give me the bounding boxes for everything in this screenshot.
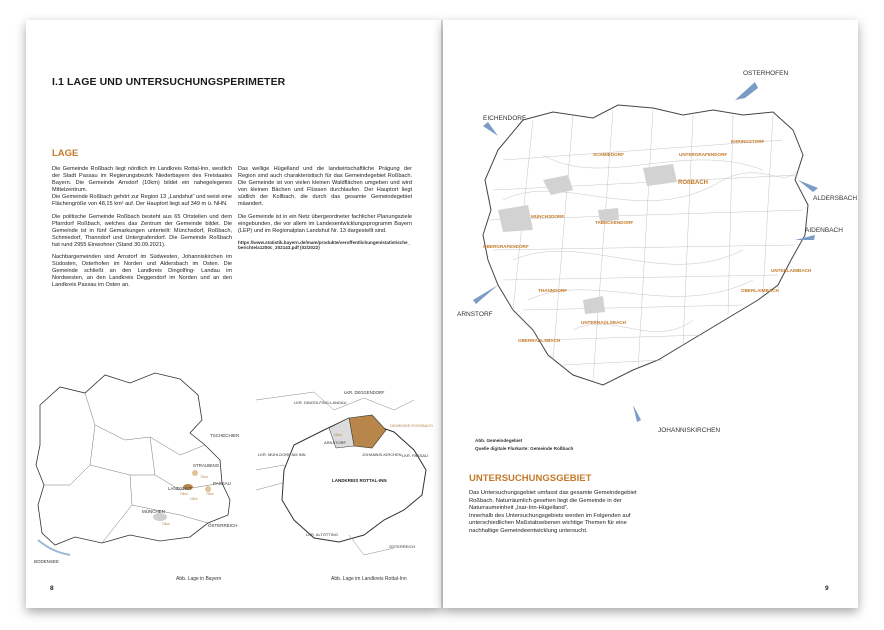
district-label: OBERRADLSBACH bbox=[518, 338, 561, 343]
map-caption-title: Abb. Gemeindegebiet bbox=[475, 438, 523, 443]
rottal-inn-map bbox=[254, 370, 439, 570]
map-label: MÜNCHEN bbox=[142, 509, 165, 514]
neighbor-label: OSTERHOFEN bbox=[743, 70, 789, 77]
map-label: GEMEINDE ROSSBACH bbox=[390, 424, 433, 428]
paragraph: Die politische Gemeinde Roßbach besteht aus 65 Ortsteilen und dem Pfarrdorf Roßbach, welches das Zentrum der Gemeinde bildet. Die Gemeinde ist in fünf Gemarkungen unterteilt: Münchsdorf, Roßbach, Schmiedorf, Thanndorf und Untergrafendorf. Die Gemeinde Roßbach hat rund 2955 Einwohner (Stand 30.09.2021). bbox=[52, 213, 232, 248]
map-label: ÖSTERREICH bbox=[208, 523, 238, 528]
neighbor-label: ALDERSBACH bbox=[813, 195, 858, 202]
map-label: LKR. ALTÖTTING bbox=[306, 532, 338, 537]
map-label: LKR. DINGOLFING-LANDAU bbox=[294, 400, 347, 405]
map-label: STRAUBING bbox=[193, 463, 220, 468]
caption-bavaria: Abb. Lage in Bayern bbox=[176, 576, 222, 582]
district-label: TABECKENDORF bbox=[595, 220, 634, 225]
distance-label: 13km bbox=[162, 522, 170, 526]
paragraph: Die Gemeinde ist in ein Netz übergeordneter fachlicher Planungsziele eingebunden, die vor allem im Landesentwicklungsprogramm Bayern (LEP) und im Regionalplan Landshut Nr. 13 dargestellt sind. bbox=[238, 213, 412, 234]
map-label: ARNSTORF bbox=[324, 440, 346, 445]
district-label: UNTERGRAFENDORF bbox=[679, 152, 728, 157]
distance-label: 23km bbox=[180, 492, 188, 496]
map-label: ÖSTERREICH bbox=[389, 544, 416, 549]
map-label: TSCHECHIEN bbox=[210, 433, 240, 438]
municipality-map bbox=[443, 60, 858, 450]
district-label: THANNDORF bbox=[538, 288, 568, 293]
source-link: https://www.statistik.bayern.de/mam/produkte/veroffentlichungen/statistische_berichte/a1200c_202143.pdf (02/2022) bbox=[238, 239, 411, 251]
map-label: LKR. PASSAU bbox=[402, 453, 428, 458]
distance-label: 71km bbox=[200, 475, 208, 479]
map-label: PASSAU bbox=[213, 481, 231, 486]
page-number: 8 bbox=[50, 585, 54, 592]
district-label: SCHMIEDORF bbox=[593, 152, 624, 157]
district-label: MÜNCHSDORF bbox=[531, 214, 565, 219]
district-label: ROßBACH bbox=[678, 180, 708, 186]
neighbor-label: AIDENBACH bbox=[805, 227, 843, 234]
map-label: LANDSHUT bbox=[168, 486, 193, 491]
text-column-2 bbox=[238, 166, 412, 251]
distance-label: 10km bbox=[334, 433, 342, 437]
district-label: UNTERRADLSBACH bbox=[581, 320, 626, 325]
caption-rottal-inn: Abb. Lage im Landkreis Rottal-Inn bbox=[331, 576, 407, 582]
right-page bbox=[443, 20, 858, 608]
map-label: LKR. DEGGENDORF bbox=[344, 390, 385, 395]
map-caption-source: Quelle digitale Flurkarte: Gemeinde Roßbach bbox=[475, 446, 574, 451]
bavaria-map bbox=[30, 365, 255, 570]
page-number: 9 bbox=[825, 585, 829, 592]
paragraph: Nachbargemeinden sind Arnstorf im Südwesten, Johanniskirchen im Südosten, Osterhofen im Norden und Aldersbach im Osten. Die Gemeinde schließt an den Landkreis Dingolfing- Landau im Nordwesten, an den Landkreis Deggendorf im Norden und an den Landkreis Passau im Osten an. bbox=[52, 254, 232, 289]
paragraph: Die Gemeinde Roßbach liegt nördlich im Landkreis Rottal-Inn, westlich der Stadt Passau im Regierungsbezirk Niederbayern des Freistaates Bayern. Die Gemeinde Arnstorf (10km) bildet ein nahegelegenes Mittelzentrum. Die Gemeinde Roßbach gehört zur Region 13 „Landshut“ und weist eine Flächengröße von 48,15 km² auf. Der Hauptort liegt auf 349 m ü. NHN. bbox=[52, 166, 232, 208]
untersuchungsgebiet-text bbox=[469, 490, 649, 536]
neighbor-label: EICHENDORF bbox=[483, 115, 526, 122]
paragraph: Das Untersuchungsgebiet umfasst das gesamte Gemeindegebiet Roßbach. Naturräumlich gesehen liegt die Gemeinde in der Naturraumeinheit „Isar-Inn-Hügelland“. Innerhalb des Untersuchungsgebiets werden im Folgenden auf unterschiedlichen Maßstabsebenen wichtige Themen für eine nachhaltige Gemeindeentwicklung untersucht. bbox=[469, 490, 637, 534]
left-page bbox=[26, 20, 441, 608]
section-heading-untersuchungsgebiet: UNTERSUCHUNGSGEBIET bbox=[469, 473, 592, 484]
map-label: LANDKREIS ROTTAL-INN bbox=[332, 478, 387, 483]
text-column-1 bbox=[52, 166, 232, 295]
distance-label: 10km bbox=[190, 497, 198, 501]
neighbor-label: JOHANNISKIRCHEN bbox=[658, 427, 721, 434]
paragraph: Das wellige Hügelland und die landwirtschaftliche Prägung der Region sind auch charakteristisch für das Gemeindegebiet Roßbach. Die Gemeinde ist von vielen kleinen Waldflächen umgeben und wird von kleinen Bächen und Flüssen durchlaufen. Der Hauptort liegt südlich der Kollbach, die durch das gesamte Gemeindegebiet mäandert. bbox=[238, 166, 412, 208]
map-label: LKR. MÜHLDORF AM INN bbox=[258, 452, 306, 457]
chapter-heading: I.1 LAGE UND UNTERSUCHUNGSPERIMETER bbox=[52, 76, 286, 88]
distance-label: 70km bbox=[206, 492, 214, 496]
section-heading-lage: LAGE bbox=[52, 148, 79, 159]
district-label: OBERLAIMBACH bbox=[741, 288, 779, 293]
district-label: OBERGRAFENDORF bbox=[483, 244, 529, 249]
district-label: UNTERLAIMBACH bbox=[771, 268, 812, 273]
map-label: JOHANNIS-KIRCHEN bbox=[362, 452, 402, 457]
district-label: EHRINGSTORF bbox=[731, 139, 765, 144]
map-label: BODENSEE bbox=[34, 559, 60, 564]
neighbor-label: ARNSTORF bbox=[457, 311, 493, 318]
